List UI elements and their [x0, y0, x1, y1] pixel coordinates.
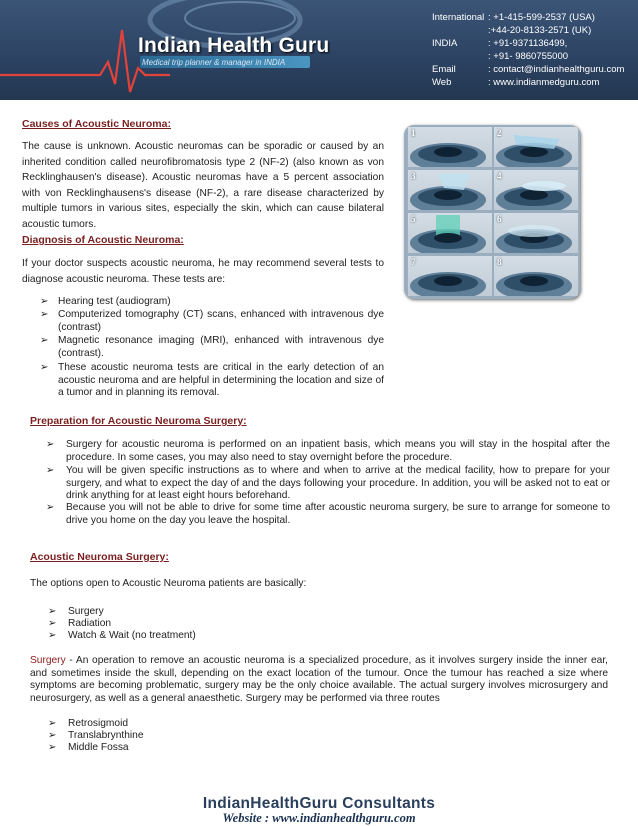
footer-website-link[interactable]: Website : www.indianhealthguru.com	[222, 811, 416, 825]
eye-illustration-icon	[494, 170, 578, 210]
step-panel	[494, 127, 578, 167]
causes-heading: Causes of Acoustic Neuroma:	[22, 118, 171, 130]
list-item: ➢ Translabrynthine	[48, 730, 144, 741]
bullet-arrow-icon: ➢	[48, 742, 57, 753]
contact-label: Web	[432, 77, 452, 88]
bullet-arrow-icon: ➢	[40, 362, 49, 373]
brand-name: Indian Health Guru	[138, 34, 330, 57]
step-panel	[494, 213, 578, 253]
list-item: ➢ Hearing test (audiogram)	[40, 296, 171, 307]
bullet-arrow-icon: ➢	[46, 439, 55, 450]
contact-info	[432, 11, 624, 89]
contact-label: International	[432, 12, 485, 23]
contact-row	[432, 63, 624, 76]
brand-tagline: Medical trip planner & manager in INDIA	[142, 58, 286, 67]
surgery-label: Surgery	[30, 655, 66, 666]
bullet-arrow-icon: ➢	[46, 465, 55, 476]
step-panel	[494, 170, 578, 210]
contact-label: Email	[432, 64, 456, 75]
surgery-heading: Acoustic Neuroma Surgery:	[30, 551, 169, 563]
contact-value: : +91-9371136499,	[488, 38, 568, 49]
step-number: 5	[411, 214, 416, 224]
list-item: ➢ Magnetic resonance imaging (MRI), enhanced with intravenous dye (contrast).	[40, 335, 384, 359]
step-number: 1	[411, 128, 416, 138]
eye-illustration-icon	[494, 256, 578, 296]
list-item: ➢ Middle Fossa	[48, 742, 129, 753]
diagnosis-intro: If your doctor suspects acoustic neuroma, he may recommend several tests to diagnose acoustic neuroma. These tests are:	[22, 258, 384, 285]
list-item: ➢ Radiation	[48, 618, 112, 629]
step-number: 7	[411, 257, 416, 267]
page-header	[0, 0, 638, 100]
diagnosis-heading: Diagnosis of Acoustic Neuroma:	[22, 234, 184, 246]
eye-illustration-icon	[408, 256, 492, 296]
step-number: 8	[497, 257, 502, 267]
contact-row	[432, 11, 624, 24]
bullet-arrow-icon: ➢	[46, 502, 55, 513]
contact-web-link[interactable]: : www.indianmedguru.com	[488, 77, 600, 88]
bullet-arrow-icon: ➢	[48, 630, 57, 641]
step-panel	[494, 256, 578, 296]
contact-row	[432, 37, 624, 50]
bullet-arrow-icon: ➢	[48, 730, 57, 741]
list-item: ➢ Surgery for acoustic neuroma is performed on an inpatient basis, which means you will stay in the hospital after the procedure. In some cases, you may also need to stay overnight before the procedure.	[46, 439, 610, 463]
bullet-arrow-icon: ➢	[48, 618, 57, 629]
contact-label: INDIA	[432, 38, 458, 49]
step-number: 4	[497, 171, 502, 181]
contact-row	[432, 50, 624, 63]
list-item: ➢ You will be given specific instructions as to where and when to arrive at the medical facility, how to prepare for your surgery, and what to expect the day of and the days following your procedure. In addition, you will be asked not to eat or drink anything for at least eight hours beforehand.	[46, 465, 610, 502]
eye-illustration-icon	[408, 170, 492, 210]
contact-row	[432, 76, 624, 89]
step-panel	[408, 213, 492, 253]
eye-illustration-icon	[494, 213, 578, 253]
eye-illustration-icon	[494, 127, 578, 167]
list-item: ➢ Because you will not be able to drive for some time after acoustic neuroma surgery, be sure to arrange for someone to drive you home on the day you leave the hospital.	[46, 502, 610, 526]
bullet-arrow-icon: ➢	[48, 718, 57, 729]
step-number: 3	[411, 171, 416, 181]
contact-value: : +91- 9860755000	[488, 51, 569, 62]
list-item: ➢ Watch & Wait (no treatment)	[48, 630, 196, 641]
surgery-description	[30, 655, 608, 706]
contact-value: :+44-20-8133-2571 (UK)	[488, 25, 592, 36]
step-number: 2	[497, 128, 502, 138]
eye-illustration-icon	[408, 213, 492, 253]
surgery-description-text: - An operation to remove an acoustic neuroma is a specialized procedure, as it involves surgery inside the inner ear, and sometimes inside the skull, depending on the exact location of the tumour. Once the tumour has reached a size where symptoms are becoming problematic, surgery may be the only choice available. The actual surgery involves microsurgery and neurosurgery, as well as a general anaesthetic. Surgery may be performed via three routes	[30, 655, 608, 705]
list-item: ➢ Retrosigmoid	[48, 718, 129, 729]
preparation-heading: Preparation for Acoustic Neuroma Surgery:	[30, 415, 247, 427]
bullet-arrow-icon: ➢	[40, 335, 49, 346]
bullet-arrow-icon: ➢	[40, 296, 49, 307]
step-panel	[408, 170, 492, 210]
step-number: 6	[497, 214, 502, 224]
causes-paragraph: The cause is unknown. Acoustic neuromas can be sporadic or caused by an inherited condition called neurofibromatosis type 2 (NF-2) (also known as von Recklinghausen's disease). Acoustic neuromas have a 5 percent association with von Recklinghausens's disease (NF-2), a rare disease characterized by multiple tumors in various sites, especially the skin, which can cause bilateral acoustic tumors.	[22, 141, 384, 230]
bullet-arrow-icon: ➢	[40, 309, 49, 320]
eye-illustration-icon	[408, 127, 492, 167]
list-item: ➢ These acoustic neuroma tests are critical in the early detection of an acoustic neuroma and are helpful in determining the location and size of a tumor and in planning its removal.	[40, 362, 384, 399]
step-panel	[408, 256, 492, 296]
step-panel	[408, 127, 492, 167]
contact-row	[432, 24, 624, 37]
bullet-arrow-icon: ➢	[48, 606, 57, 617]
contact-email[interactable]: : contact@indianhealthguru.com	[488, 64, 625, 75]
list-item: ➢ Computerized tomography (CT) scans, enhanced with intravenous dye (contrast)	[40, 309, 384, 333]
list-item: ➢ Surgery	[48, 606, 104, 617]
page-footer	[0, 795, 638, 826]
surgery-steps-illustration	[404, 125, 580, 299]
contact-value: : +1-415-599-2537 (USA)	[488, 12, 595, 23]
footer-title: IndianHealthGuru Consultants	[202, 795, 436, 812]
surgery-intro: The options open to Acoustic Neuroma patients are basically:	[30, 578, 307, 589]
